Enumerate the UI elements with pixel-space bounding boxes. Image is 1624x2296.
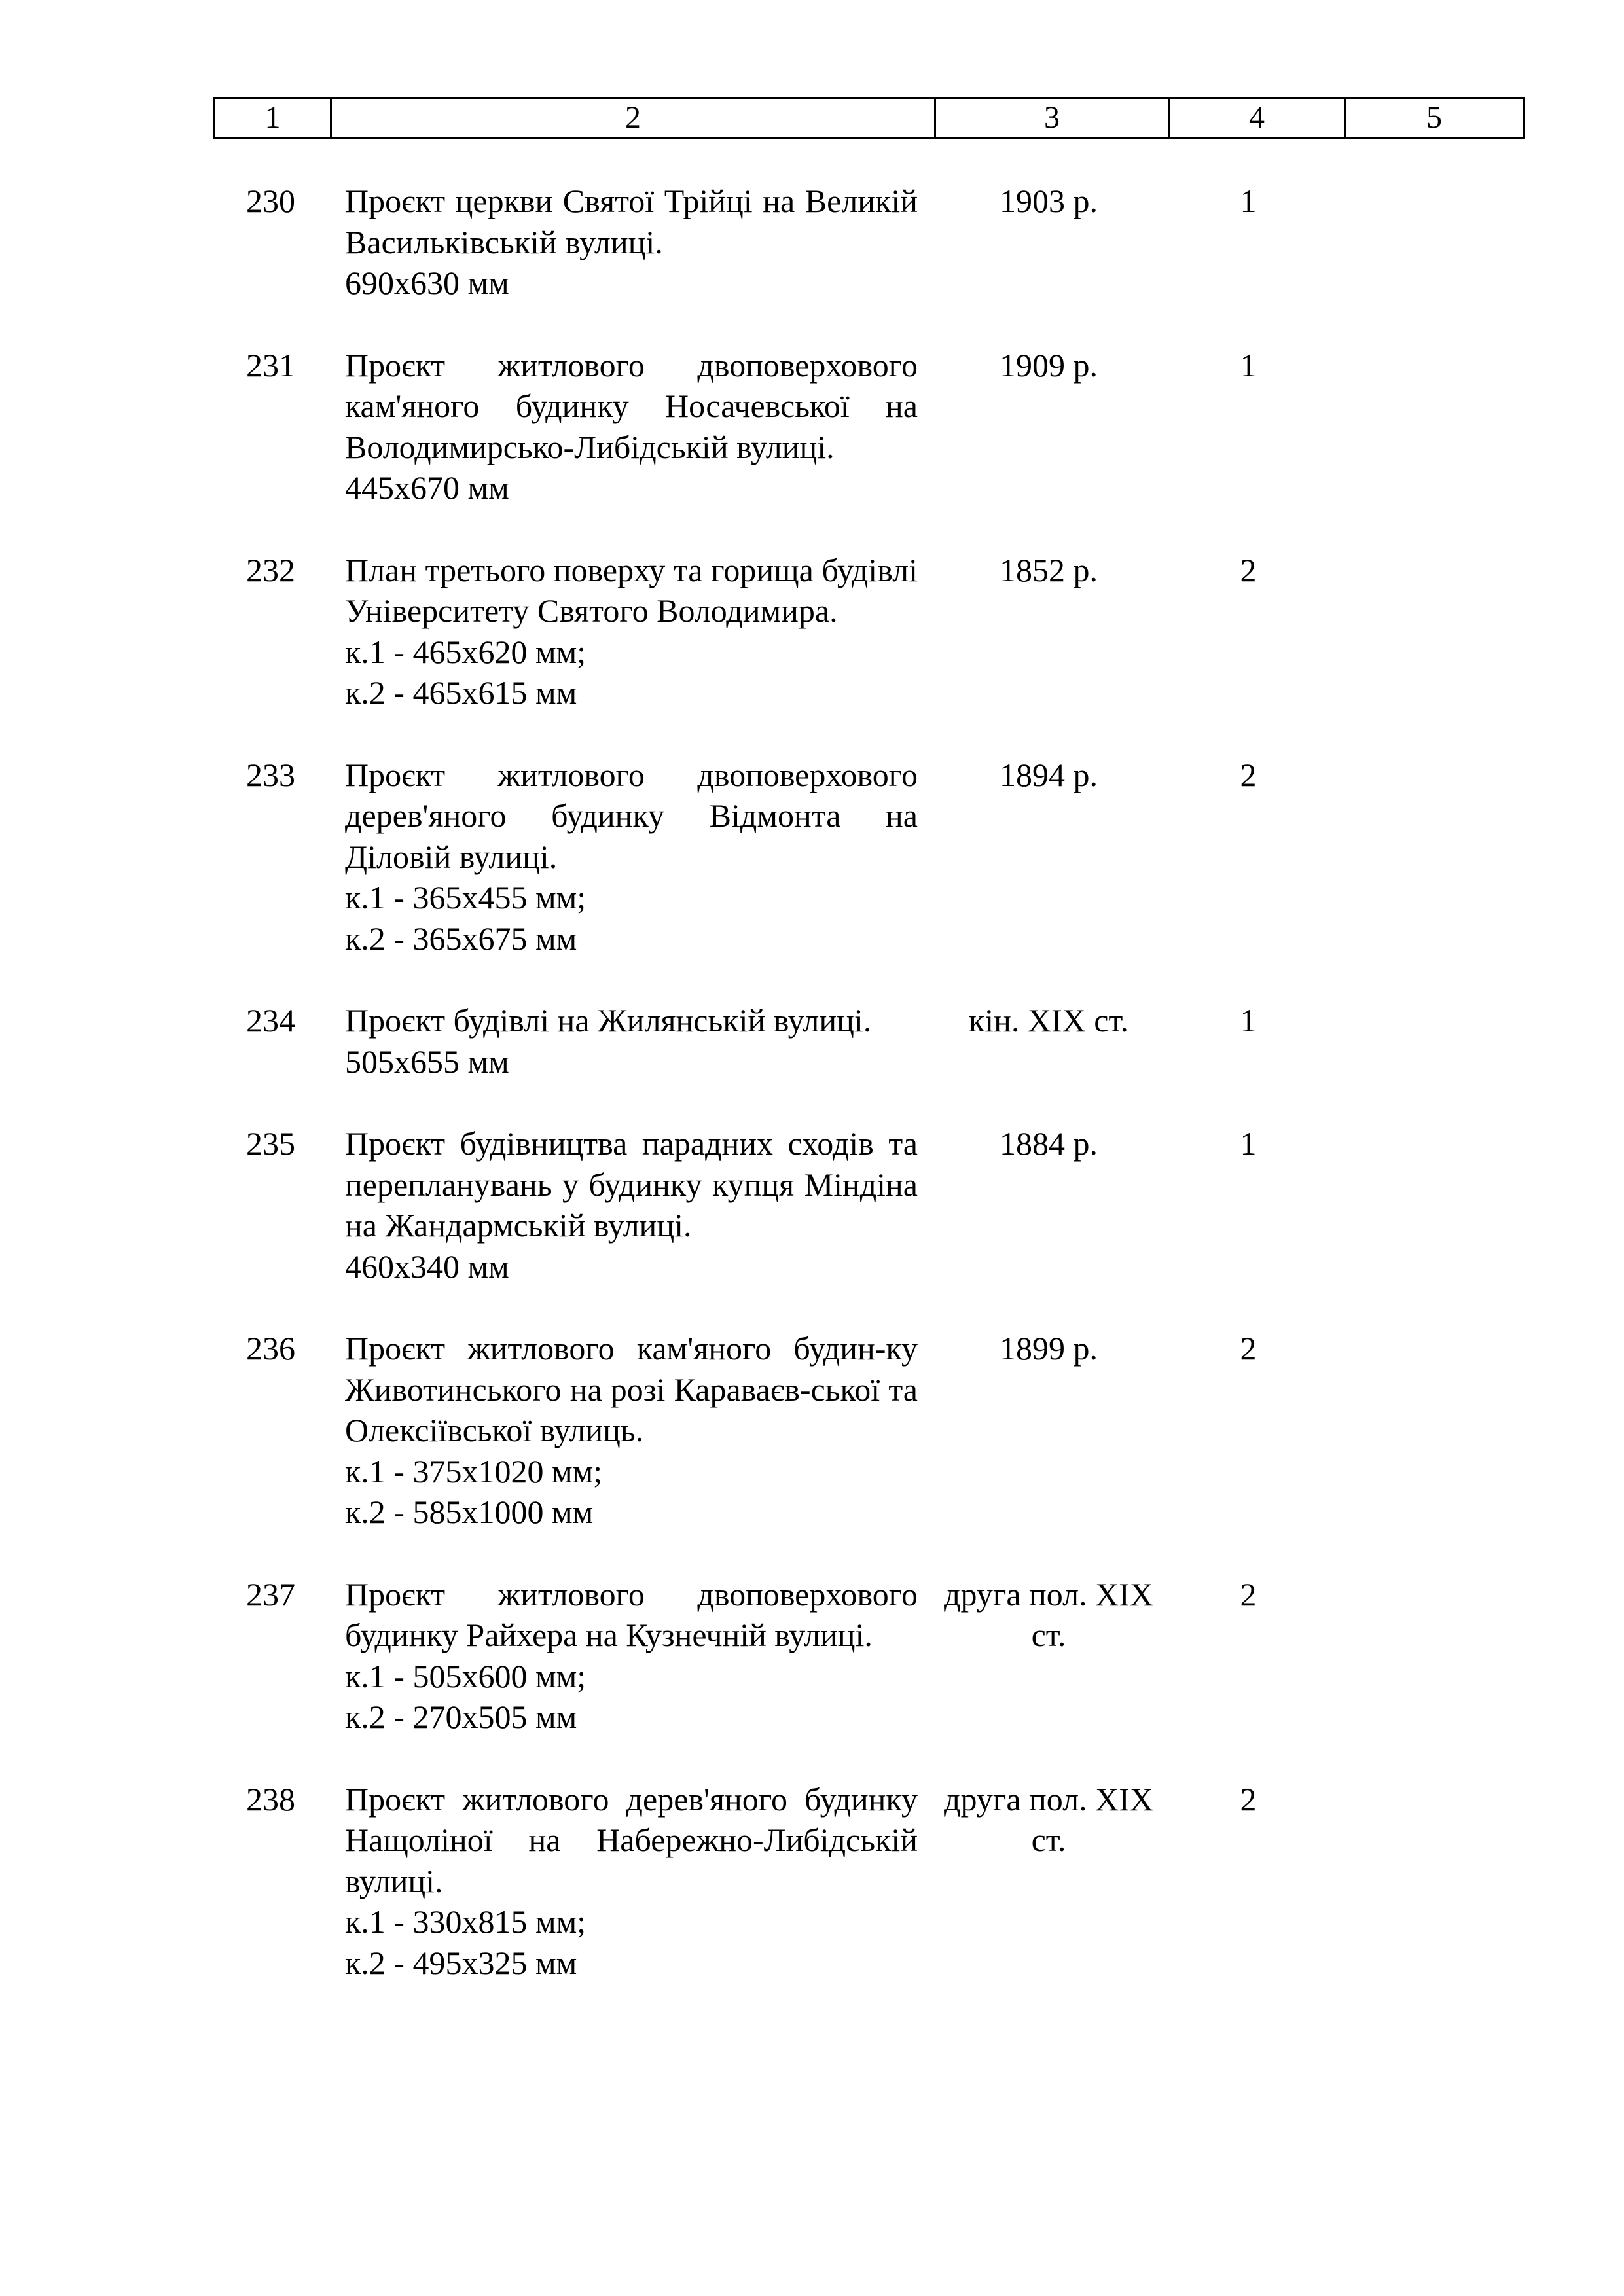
entry-description — [345, 755, 918, 960]
entry-quantity: 1 — [1240, 1002, 1257, 1039]
entry-number: 233 — [246, 756, 295, 793]
entry-description — [345, 1779, 918, 1984]
column-header-4: 4 — [1169, 98, 1345, 138]
entry-dimensions: 460х340 мм — [345, 1247, 509, 1285]
entry-description — [345, 1000, 918, 1082]
entry-date: 1899 р. — [1000, 1330, 1098, 1367]
entry-quantity: 1 — [1240, 1125, 1257, 1162]
entry-number: 230 — [246, 183, 295, 219]
entry-number: 236 — [246, 1330, 295, 1367]
entry-dimensions: к.2 - 465х615 мм — [345, 674, 577, 711]
catalog-entry — [0, 345, 1624, 509]
column-header-3: 3 — [935, 98, 1169, 138]
catalog-entry — [0, 550, 1624, 713]
entry-date: кін. ХІХ ст. — [968, 1002, 1129, 1039]
catalog-entry — [0, 1328, 1624, 1533]
entry-number: 234 — [246, 1002, 295, 1039]
entry-title: Проєкт церкви Святої Трійці на Великій Васильківській вулиці. — [345, 183, 918, 260]
column-header-row — [215, 98, 1524, 138]
catalog-entry — [0, 1000, 1624, 1082]
entry-quantity: 1 — [1240, 346, 1257, 384]
entry-dimensions: 505х655 мм — [345, 1043, 509, 1080]
entry-title: Проєкт житлового двоповерхового будинку Райхера на Кузнечній вулиці. — [345, 1575, 918, 1653]
entry-dimensions: к.2 - 270х505 мм — [345, 1698, 577, 1735]
entry-dimensions: к.1 - 330х815 мм; — [345, 1903, 586, 1940]
entry-number: 238 — [246, 1780, 295, 1818]
catalog-entry — [0, 1123, 1624, 1287]
entry-title: План третього поверху та горища будівлі Університету Святого Володимира. — [345, 551, 918, 629]
entry-dimensions: к.2 - 495х325 мм — [345, 1944, 577, 1981]
column-header-table — [213, 97, 1525, 139]
entry-title: Проєкт будівництва парадних сходів та перепланувань у будинку купця Міндіна на Жандармській вулиці. — [345, 1125, 918, 1244]
column-header-5: 5 — [1345, 98, 1524, 138]
entry-title: Проєкт житлового дерев'яного будинку Нащоліної на Набережно-Либідській вулиці. — [345, 1780, 918, 1899]
entry-dimensions: к.1 - 465х620 мм; — [345, 633, 586, 670]
entry-dimensions: к.1 - 375х1020 мм; — [345, 1452, 603, 1490]
entry-quantity: 2 — [1240, 1330, 1257, 1367]
entry-dimensions: 445х670 мм — [345, 469, 509, 506]
column-header-2: 2 — [331, 98, 935, 138]
entry-title: Проєкт житлового двоповерхового кам'яного будинку Носачевської на Володимирсько-Либідській вулиці. — [345, 346, 918, 465]
entry-title: Проєкт житлового двоповерхового дерев'яного будинку Відмонта на Діловій вулиці. — [345, 756, 918, 875]
entry-date: друга пол. ХІХ ст. — [944, 1780, 1153, 1858]
entry-date: 1894 р. — [1000, 756, 1098, 793]
entry-quantity: 2 — [1240, 756, 1257, 793]
entry-quantity: 2 — [1240, 551, 1257, 588]
entry-date: 1903 р. — [1000, 183, 1098, 219]
entry-dimensions: 690х630 мм — [345, 264, 509, 301]
entry-description — [345, 1574, 918, 1738]
entry-date: 1909 р. — [1000, 346, 1098, 384]
entry-dimensions: к.1 - 365х455 мм; — [345, 879, 586, 916]
entry-description — [345, 1123, 918, 1287]
catalog-entry — [0, 755, 1624, 960]
entry-dimensions: к.2 - 585х1000 мм — [345, 1494, 594, 1530]
column-header-1: 1 — [215, 98, 331, 138]
entry-description — [345, 1328, 918, 1533]
entry-number: 231 — [246, 346, 295, 384]
entry-number: 232 — [246, 551, 295, 588]
catalog-entry — [0, 181, 1624, 304]
catalog-entries — [0, 181, 1624, 1983]
entry-date: 1884 р. — [1000, 1125, 1098, 1162]
entry-date: друга пол. ХІХ ст. — [944, 1575, 1153, 1653]
catalog-entry — [0, 1779, 1624, 1984]
entry-quantity: 1 — [1240, 183, 1257, 219]
entry-date: 1852 р. — [1000, 551, 1098, 588]
entry-title: Проєкт житлового кам'яного будин-ку Животинського на розі Караваєв-ської та Олексіївської вулиць. — [345, 1330, 918, 1448]
entry-description — [345, 550, 918, 713]
entry-quantity: 2 — [1240, 1575, 1257, 1613]
entry-dimensions: к.1 - 505х600 мм; — [345, 1657, 586, 1695]
entry-description — [345, 345, 918, 509]
entry-dimensions: к.2 - 365х675 мм — [345, 920, 577, 957]
catalog-entry — [0, 1574, 1624, 1738]
entry-number: 237 — [246, 1575, 295, 1613]
entry-quantity: 2 — [1240, 1780, 1257, 1818]
entry-number: 235 — [246, 1125, 295, 1162]
entry-description — [345, 181, 918, 304]
entry-title: Проєкт будівлі на Жилянській вулиці. — [345, 1002, 872, 1039]
